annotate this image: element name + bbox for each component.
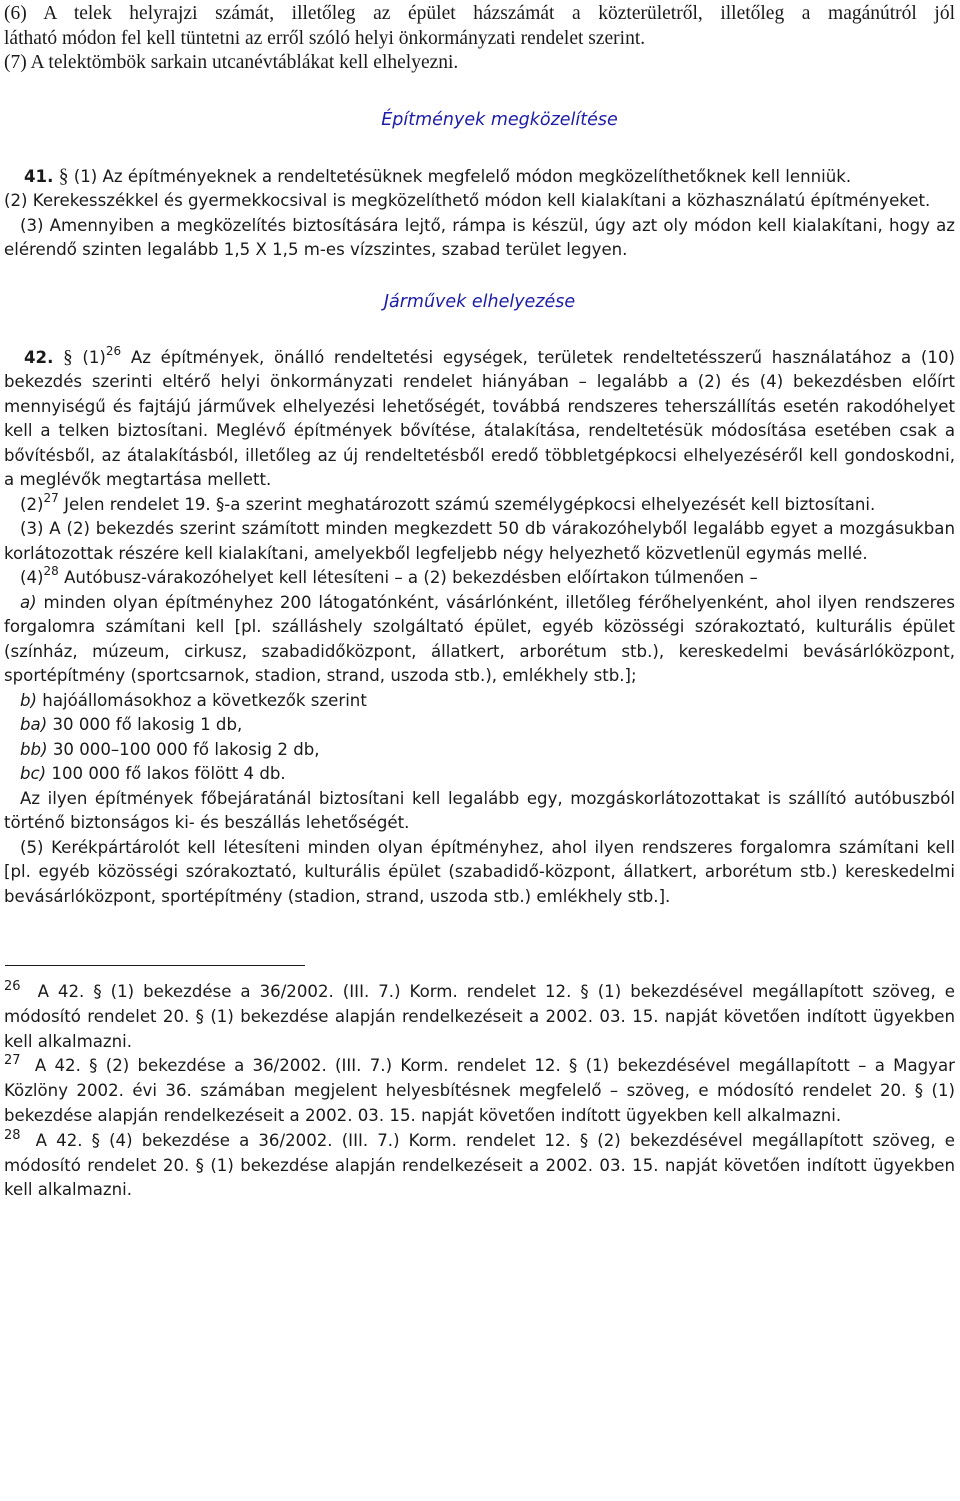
paragraph-42-1-num: (1)	[82, 347, 106, 367]
item-bc-label: bc)	[20, 764, 47, 783]
paragraph-42-2-num: (2)	[20, 494, 44, 514]
item-ba-label: ba)	[20, 715, 48, 734]
section-42	[4, 343, 955, 910]
paragraph-42-4-text: Autóbusz-várakozóhelyet kell létesíteni – a (2) bekezdésben előírtakon túlmenően –	[64, 568, 758, 587]
item-b	[4, 689, 955, 714]
footnote-separator	[5, 965, 305, 966]
paragraph-42-3: (3) A (2) bekezdés szerint számított minden megkezdett 50 db várakozóhelyből legalább egyet a mozgásukban korlátozottak részére kell kialakítani, amelyekből legfeljebb négy helyezhető közvetlenül egymás mellé.	[4, 519, 955, 563]
footnote-number: 26	[4, 979, 21, 994]
footnote-28	[4, 1129, 955, 1203]
item-bc-text: 100 000 fő lakos fölött 4 db.	[51, 764, 286, 783]
paragraph-6-line-1: (6) A telek helyrajzi számát, illetőleg az épület házszámát a közterületről, illetőleg a magánútról jól	[4, 3, 955, 24]
footnote-text: A 42. § (4) bekezdése a 36/2002. (III. 7.) Korm. rendelet 12. § (2) bekezdésével megállapított szöveg, e módosító rendelet 20. § (1) bekezdése alapján rendelkezéseit a 2002. 03. 15. napját követően indított ügyekben kell alkalmazni.	[4, 1130, 955, 1200]
section-heading-vehicles: Járművek elhelyezése	[383, 291, 576, 312]
footnote-ref-26[interactable]: 26	[105, 343, 122, 358]
footnote-26	[4, 980, 955, 1054]
footnote-27	[4, 1054, 955, 1128]
footnotes	[4, 980, 955, 1203]
item-bc	[4, 762, 955, 787]
paragraph-42-4-num: (4)	[20, 568, 44, 587]
footnote-number: 27	[4, 1053, 21, 1069]
item-bb-label: bb)	[20, 739, 48, 759]
item-bb-text: 30 000–100 000 fő lakosig 2 db,	[52, 739, 320, 759]
paragraph-42-1-text: Az építmények, önálló rendeltetési egységek, területek rendeltetésszerű használatához a (10) bekezdés szerinti eltérő helyi önkormányzati rendelet hiányában – legalább a (2) és (4) bekezdésben előírt mennyiségű és fajtájú járművek elhelyezési lehetőségét, továbbá rendszeres teherszállítás esetén rakodóhelyet kell a telken biztosítani. Meglévő építmények bővítése, átalakítása, rendeltetésük módosítása esetében csak a bővítésből, az átalakításból, illetőleg az új rendeltetésből eredő többletgépkocsi elhelyezéséről kell gondoskodni, a meglévők megtartása mellett.	[4, 347, 955, 489]
section-sign: §	[63, 346, 73, 368]
paragraph-6-line-2: látható módon fel kell tüntetni az erről szóló helyi önkormányzati rendelet szerint.	[4, 27, 646, 49]
item-a-label: a)	[20, 592, 37, 612]
item-a	[4, 591, 955, 689]
section-41	[4, 165, 955, 263]
section-number: 42.	[24, 347, 54, 367]
paragraph-41-1-text: (1) Az építményeknek a rendeltetésüknek megfelelő módon megközelíthetőknek kell lenniük.	[73, 166, 852, 186]
item-bb	[4, 738, 955, 763]
paragraph-41-3: (3) Amennyiben a megközelítés biztosítására lejtő, rámpa is készül, úgy azt oly módon kell kialakítani, hogy az elérendő szinten legalább 1,5 X 1,5 m-es vízszintes, szabad terület legyen.	[4, 215, 955, 259]
footnote-ref-28[interactable]: 28	[43, 564, 59, 578]
item-b-label: b)	[20, 690, 38, 710]
item-b-text: hajóállomásokhoz a következők szerint	[42, 690, 367, 710]
paragraph-42-2	[4, 490, 955, 518]
footnote-ref-27[interactable]: 27	[43, 490, 59, 505]
item-ba	[4, 713, 955, 738]
footnote-text: A 42. § (1) bekezdése a 36/2002. (III. 7.) Korm. rendelet 12. § (1) bekezdésével megállapított szöveg, e módosító rendelet 20. § (1) bekezdése alapján rendelkezéseit a 2002. 03. 15. napját követően indított ügyekben kell alkalmazni.	[4, 982, 955, 1051]
section-number: 41.	[24, 166, 54, 186]
paragraph-42-1	[4, 343, 955, 493]
item-ba-text: 30 000 fő lakosig 1 db,	[52, 715, 243, 734]
paragraph-42-4-tail: Az ilyen építmények főbejáratánál biztosítani kell legalább egy, mozgáskorlátozottakat is szállító autóbuszból történő biztonságos ki- és beszállás lehetőségét.	[4, 788, 955, 832]
paragraph-42-4	[4, 566, 955, 591]
paragraph-41-1	[4, 165, 955, 190]
paragraph-41-2: (2) Kerekesszékkel és gyermekkocsival is megközelíthető módon kell kialakítani a közhasználatú építményeket.	[4, 191, 931, 210]
paragraph-42-2-text: Jelen rendelet 19. §-a szerint meghatározott számú személygépkocsi elhelyezését kell biztosítani.	[64, 494, 876, 514]
item-a-text: minden olyan építményhez 200 látogatónként, vásárlónként, illetőleg férőhelyenként, ahol ilyen rendszeres forgalomra számítani kell [pl. szálláshely szolgáltató épület, egyéb közösségi szórakoztató, kulturális épület (színház, múzeum, cirkusz, szabadidőközpont, állatkert, arborétum stb.), kereskedelmi bevásárlóközpont, sportépítmény (sportcsarnok, stadion, strand, uszoda stb.), emlékhely stb.];	[4, 592, 955, 685]
section-heading-approach: Építmények megközelítése	[381, 109, 618, 130]
footnote-text: A 42. § (2) bekezdése a 36/2002. (III. 7.) Korm. rendelet 12. § (1) bekezdésével megállapított – a Magyar Közlöny 2002. évi 36. számában megjelent helyesbítésnek megfelelő – szöveg, e módosító rendelet 20. § (1) bekezdése alapján rendelkezéseit a 2002. 03. 15. napját követően indított ügyekben kell alkalmazni.	[4, 1056, 955, 1125]
paragraph-7: (7) A telektömbök sarkain utcanévtáblákat kell elhelyezni.	[4, 52, 459, 73]
section-sign: §	[58, 165, 69, 187]
paragraph-42-5: (5) Kerékpártárolót kell létesíteni minden olyan építményhez, ahol ilyen rendszeres forgalomra számítani kell [pl. egyéb közösségi szórakoztató, kulturális épület (szabadidő-központ, állatkert, arborétum stb.) kereskedelmi bevásárlóközpont, sportépítmény (stadion, strand, uszoda stb.) emlékhely stb.].	[4, 837, 955, 906]
footnote-number: 28	[4, 1127, 21, 1143]
